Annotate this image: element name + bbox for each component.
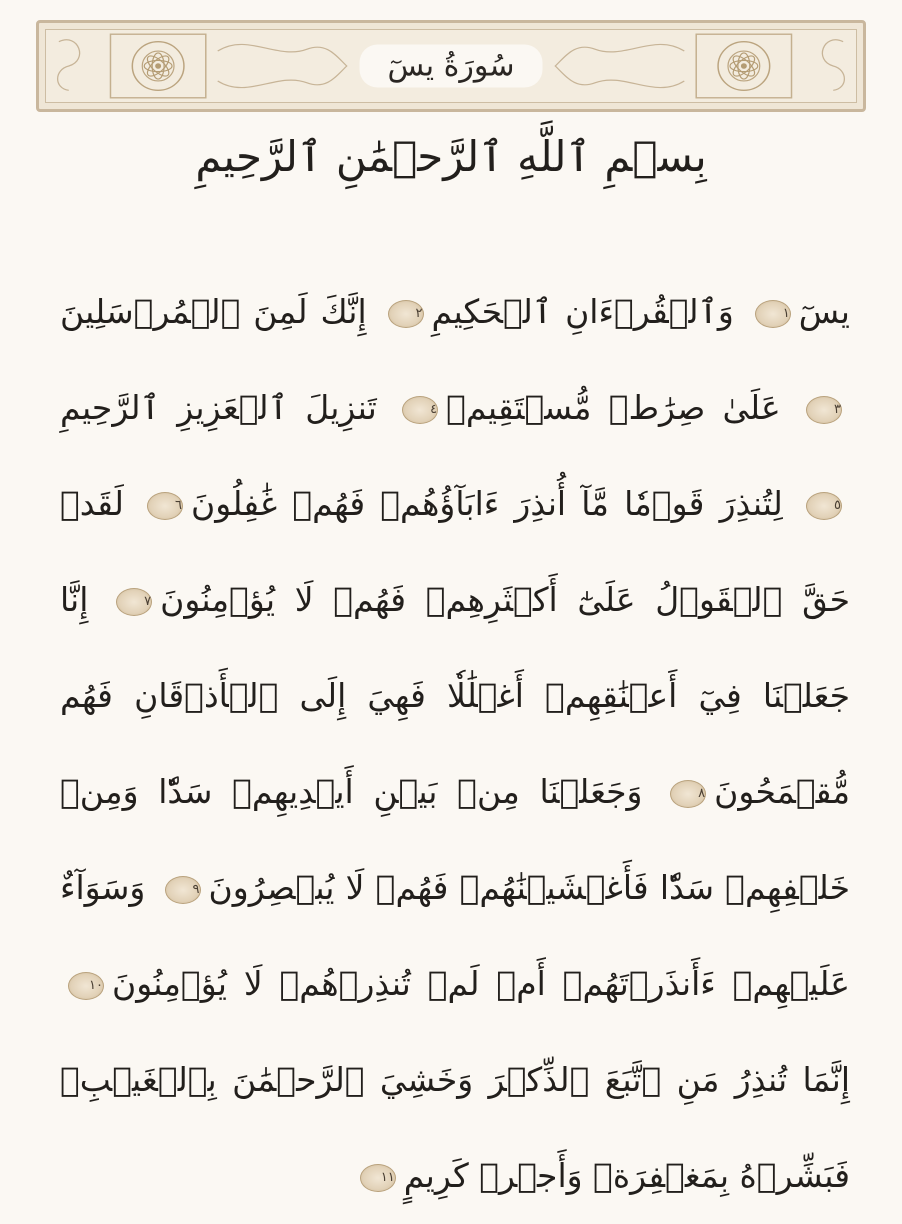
verse-text: وَجَعَلۡنَا مِنۢ بَيۡنِ أَيۡدِيهِمۡ سَدّٗا وَمِنۡ خَلۡفِهِمۡ سَدّٗا فَأَغۡشَيۡنَٰهُمۡ فَهُمۡ لَا يُبۡصِرُونَ bbox=[60, 772, 850, 907]
ayah-end-marker-icon: ١٠ bbox=[68, 972, 104, 1000]
surah-header-frame bbox=[36, 20, 866, 112]
ayah-end-marker-icon: ٣ bbox=[806, 396, 842, 424]
ayah-end-marker-icon: ٥ bbox=[806, 492, 842, 520]
ayah-end-marker-icon: ١ bbox=[755, 300, 791, 328]
verse bbox=[394, 388, 781, 427]
rosette-ornament-icon bbox=[110, 34, 205, 98]
verse-text: لَقَدۡ حَقَّ ٱلۡقَوۡلُ عَلَىٰٓ أَكۡثَرِهِمۡ فَهُمۡ لَا يُؤۡمِنُونَ bbox=[60, 484, 850, 619]
basmala: بِسۡمِ ٱللَّهِ ٱلرَّحۡمَٰنِ ٱلرَّحِيمِ bbox=[195, 132, 707, 181]
ayah-end-marker-icon: ٢ bbox=[388, 300, 424, 328]
verse-text: عَلَىٰ صِرَٰطٖ مُّسۡتَقِيمٖ bbox=[446, 388, 781, 427]
verse-text: إِنَّا جَعَلۡنَا فِيٓ أَعۡنَٰقِهِمۡ أَغۡلَٰلٗا فَهِيَ إِلَى ٱلۡأَذۡقَانِ فَهُم مُّقۡمَحُونَ bbox=[60, 580, 850, 811]
verse-text: تَنزِيلَ ٱلۡعَزِيزِ ٱلرَّحِيمِ bbox=[60, 388, 377, 427]
verse bbox=[60, 1060, 850, 1195]
verse bbox=[747, 292, 850, 331]
ayah-end-marker-icon: ٦ bbox=[147, 492, 183, 520]
verse-text: وَسَوَآءٌ عَلَيۡهِمۡ ءَأَنذَرۡتَهُمۡ أَمۡ لَمۡ تُنذِرۡهُمۡ لَا يُؤۡمِنُونَ bbox=[60, 868, 850, 1003]
ayah-end-marker-icon: ١١ bbox=[360, 1164, 396, 1192]
verse-text: يسٓ bbox=[798, 292, 850, 331]
ayah-end-marker-icon: ٨ bbox=[670, 780, 706, 808]
verse-text: إِنَّمَا تُنذِرُ مَنِ ٱتَّبَعَ ٱلذِّكۡرَ وَخَشِيَ ٱلرَّحۡمَٰنَ بِٱلۡغَيۡبِۖ فَبَشِّرۡهُ بِمَغۡفِرَةٖ وَأَجۡرٖ كَرِيمٍ bbox=[60, 1060, 850, 1195]
ayah-end-marker-icon: ٧ bbox=[116, 588, 152, 616]
verse bbox=[139, 484, 783, 523]
surah-title: سُورَةُ يسٓ bbox=[360, 45, 543, 88]
verses-block bbox=[60, 264, 850, 1224]
verse-text: وَٱلۡقُرۡءَانِ ٱلۡحَكِيمِ bbox=[431, 292, 734, 331]
ayah-end-marker-icon: ٤ bbox=[402, 396, 438, 424]
verse bbox=[380, 292, 734, 331]
rosette-ornament-icon bbox=[696, 34, 791, 98]
verse-text: إِنَّكَ لَمِنَ ٱلۡمُرۡسَلِينَ bbox=[60, 292, 367, 331]
ayah-end-marker-icon: ٩ bbox=[165, 876, 201, 904]
verse-text: لِتُنذِرَ قَوۡمٗا مَّآ أُنذِرَ ءَابَآؤُهُمۡ فَهُمۡ غَٰفِلُونَ bbox=[191, 484, 783, 523]
